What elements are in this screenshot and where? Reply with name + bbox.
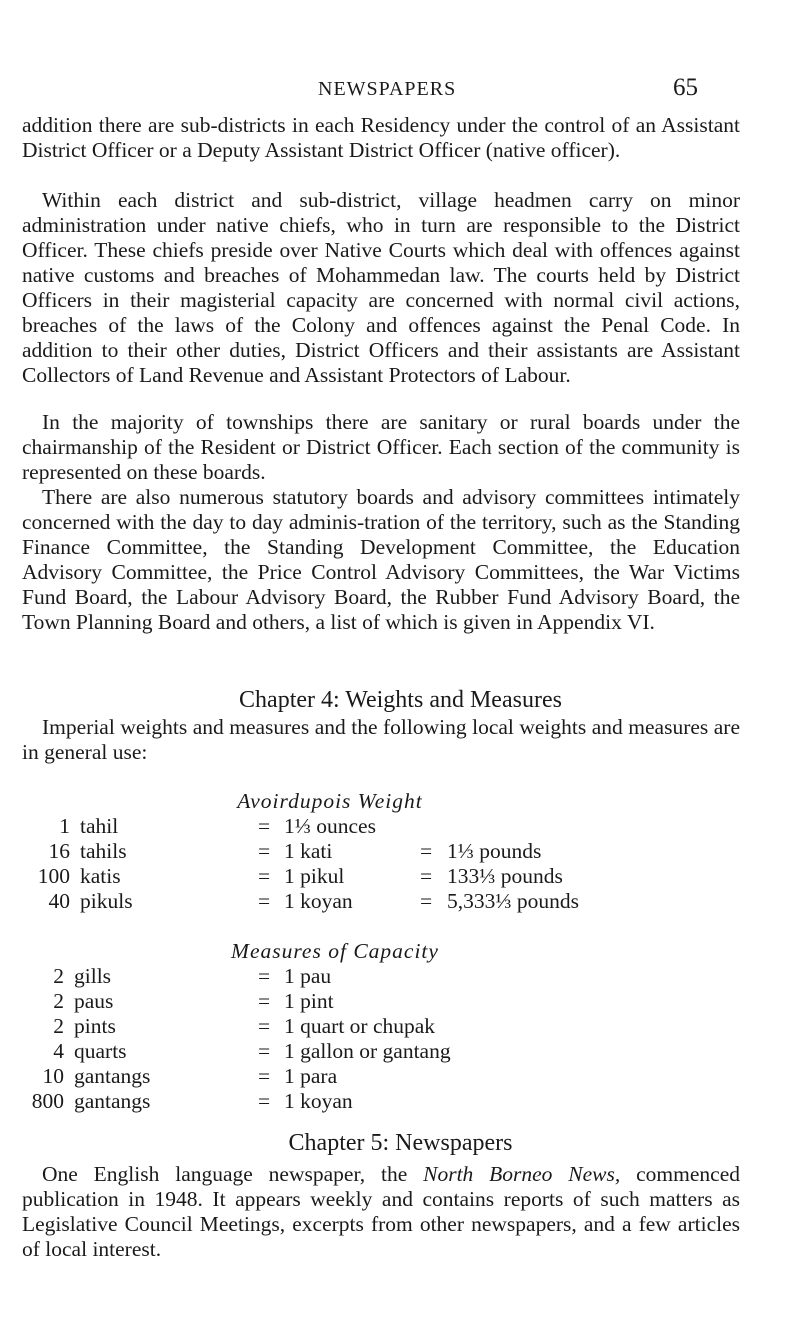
equals-sign: = bbox=[258, 814, 271, 838]
avoirdupois-row bbox=[0, 814, 801, 839]
unit: tahils bbox=[80, 839, 127, 863]
equals-sign: = bbox=[258, 864, 271, 888]
avoirdupois-row bbox=[0, 889, 801, 914]
value: 1 pint bbox=[284, 989, 334, 1013]
unit: gantangs bbox=[74, 1064, 151, 1088]
chapter-5-paragraph bbox=[22, 1162, 740, 1262]
value: 1 koyan bbox=[284, 1089, 353, 1113]
quantity: 40 bbox=[48, 889, 70, 913]
value: 1⅓ ounces bbox=[284, 814, 376, 838]
unit: pikuls bbox=[80, 889, 133, 913]
equals-sign: = bbox=[420, 839, 433, 863]
value: 1 para bbox=[284, 1064, 338, 1088]
quantity: 4 bbox=[53, 1039, 64, 1063]
equals-sign: = bbox=[258, 1089, 271, 1113]
avoirdupois-title: Avoirdupois Weight bbox=[237, 789, 423, 813]
equals-sign: = bbox=[258, 1064, 271, 1088]
value: 1 pau bbox=[284, 964, 332, 988]
value: 5,333⅓ pounds bbox=[447, 889, 579, 913]
paragraph: Within each district and sub-district, village headmen carry on minor administration under native chiefs, who in turn are responsible to the District Officer. These chiefs preside over Native Courts which deal with offences against native customs and breaches of Mohammedan law. The courts held by District Officers in their magisterial capacity are concerned with normal civil actions, breaches of the laws of the Colony and offences against the Penal Code. In addition to their other duties, District Officers and their assistants are Assistant Collectors of Land Revenue and Assistant Protectors of Labour. bbox=[22, 188, 740, 387]
paragraph: In the majority of townships there are sanitary or rural boards under the chairmanship of the Resident or District Officer. Each section of the community is represented on these boards. bbox=[22, 410, 740, 484]
quantity: 16 bbox=[48, 839, 70, 863]
equals-sign: = bbox=[258, 964, 271, 988]
value: 1 quart or chupak bbox=[284, 1014, 436, 1038]
quantity: 2 bbox=[53, 964, 64, 988]
capacity-row bbox=[0, 964, 801, 989]
running-title: NEWSPAPERS bbox=[318, 78, 457, 100]
unit: tahil bbox=[80, 814, 119, 838]
text-run: One English language newspaper, the bbox=[42, 1162, 424, 1186]
capacity-row bbox=[0, 1014, 801, 1039]
newspaper-title: North Borneo News, bbox=[423, 1162, 621, 1186]
paragraph: addition there are sub-districts in each Residency under the control of an Assistant District Officer or a Deputy Assistant District Officer (native officer). bbox=[22, 113, 740, 162]
chapter-4-intro: Imperial weights and measures and the following local weights and measures are in general use: bbox=[22, 715, 740, 764]
unit: katis bbox=[80, 864, 121, 888]
value: 133⅓ pounds bbox=[447, 864, 563, 888]
equals-sign: = bbox=[258, 989, 271, 1013]
equals-sign: = bbox=[258, 1014, 271, 1038]
capacity-row bbox=[0, 1039, 801, 1064]
equals-sign: = bbox=[420, 864, 433, 888]
equals-sign: = bbox=[258, 1039, 271, 1063]
value: 1 pikul bbox=[284, 864, 345, 888]
text-run: commenced publication in 1948. It appears weekly and contains reports of such matters as Legislative Council Meetings, excerpts from other newspapers, and a few articles of local interest. bbox=[22, 1162, 740, 1261]
unit: paus bbox=[74, 989, 114, 1013]
quantity: 1 bbox=[59, 814, 70, 838]
capacity-row bbox=[0, 989, 801, 1014]
value: 1 koyan bbox=[284, 889, 353, 913]
page-header bbox=[318, 74, 698, 108]
quantity: 100 bbox=[37, 864, 70, 888]
value: 1 gallon or gantang bbox=[284, 1039, 451, 1063]
avoirdupois-row bbox=[0, 839, 801, 864]
capacity-row bbox=[0, 1089, 801, 1114]
quantity: 10 bbox=[42, 1064, 64, 1088]
chapter-4-heading: Chapter 4: Weights and Measures bbox=[239, 687, 562, 713]
unit: quarts bbox=[74, 1039, 127, 1063]
avoirdupois-row bbox=[0, 864, 801, 889]
capacity-title: Measures of Capacity bbox=[231, 939, 439, 963]
paragraph: There are also numerous statutory boards and advisory committees intimately concerned with the day to day adminis-tration of the territory, such as the Standing Finance Committee, the Standing Development Committee, the Education Advisory Committee, the Price Control Advisory Committees, the War Victims Fund Board, the Labour Advisory Board, the Rubber Fund Advisory Board, the Town Planning Board and others, a list of which is given in Appendix VI. bbox=[22, 485, 740, 634]
value: 1 kati bbox=[284, 839, 333, 863]
equals-sign: = bbox=[420, 889, 433, 913]
capacity-row bbox=[0, 1064, 801, 1089]
equals-sign: = bbox=[258, 889, 271, 913]
quantity: 800 bbox=[31, 1089, 64, 1113]
unit: pints bbox=[74, 1014, 116, 1038]
unit: gantangs bbox=[74, 1089, 151, 1113]
equals-sign: = bbox=[258, 839, 271, 863]
value: 1⅓ pounds bbox=[447, 839, 542, 863]
page-number: 65 bbox=[673, 74, 698, 101]
quantity: 2 bbox=[53, 1014, 64, 1038]
unit: gills bbox=[74, 964, 112, 988]
chapter-5-heading: Chapter 5: Newspapers bbox=[288, 1130, 513, 1156]
quantity: 2 bbox=[53, 989, 64, 1013]
